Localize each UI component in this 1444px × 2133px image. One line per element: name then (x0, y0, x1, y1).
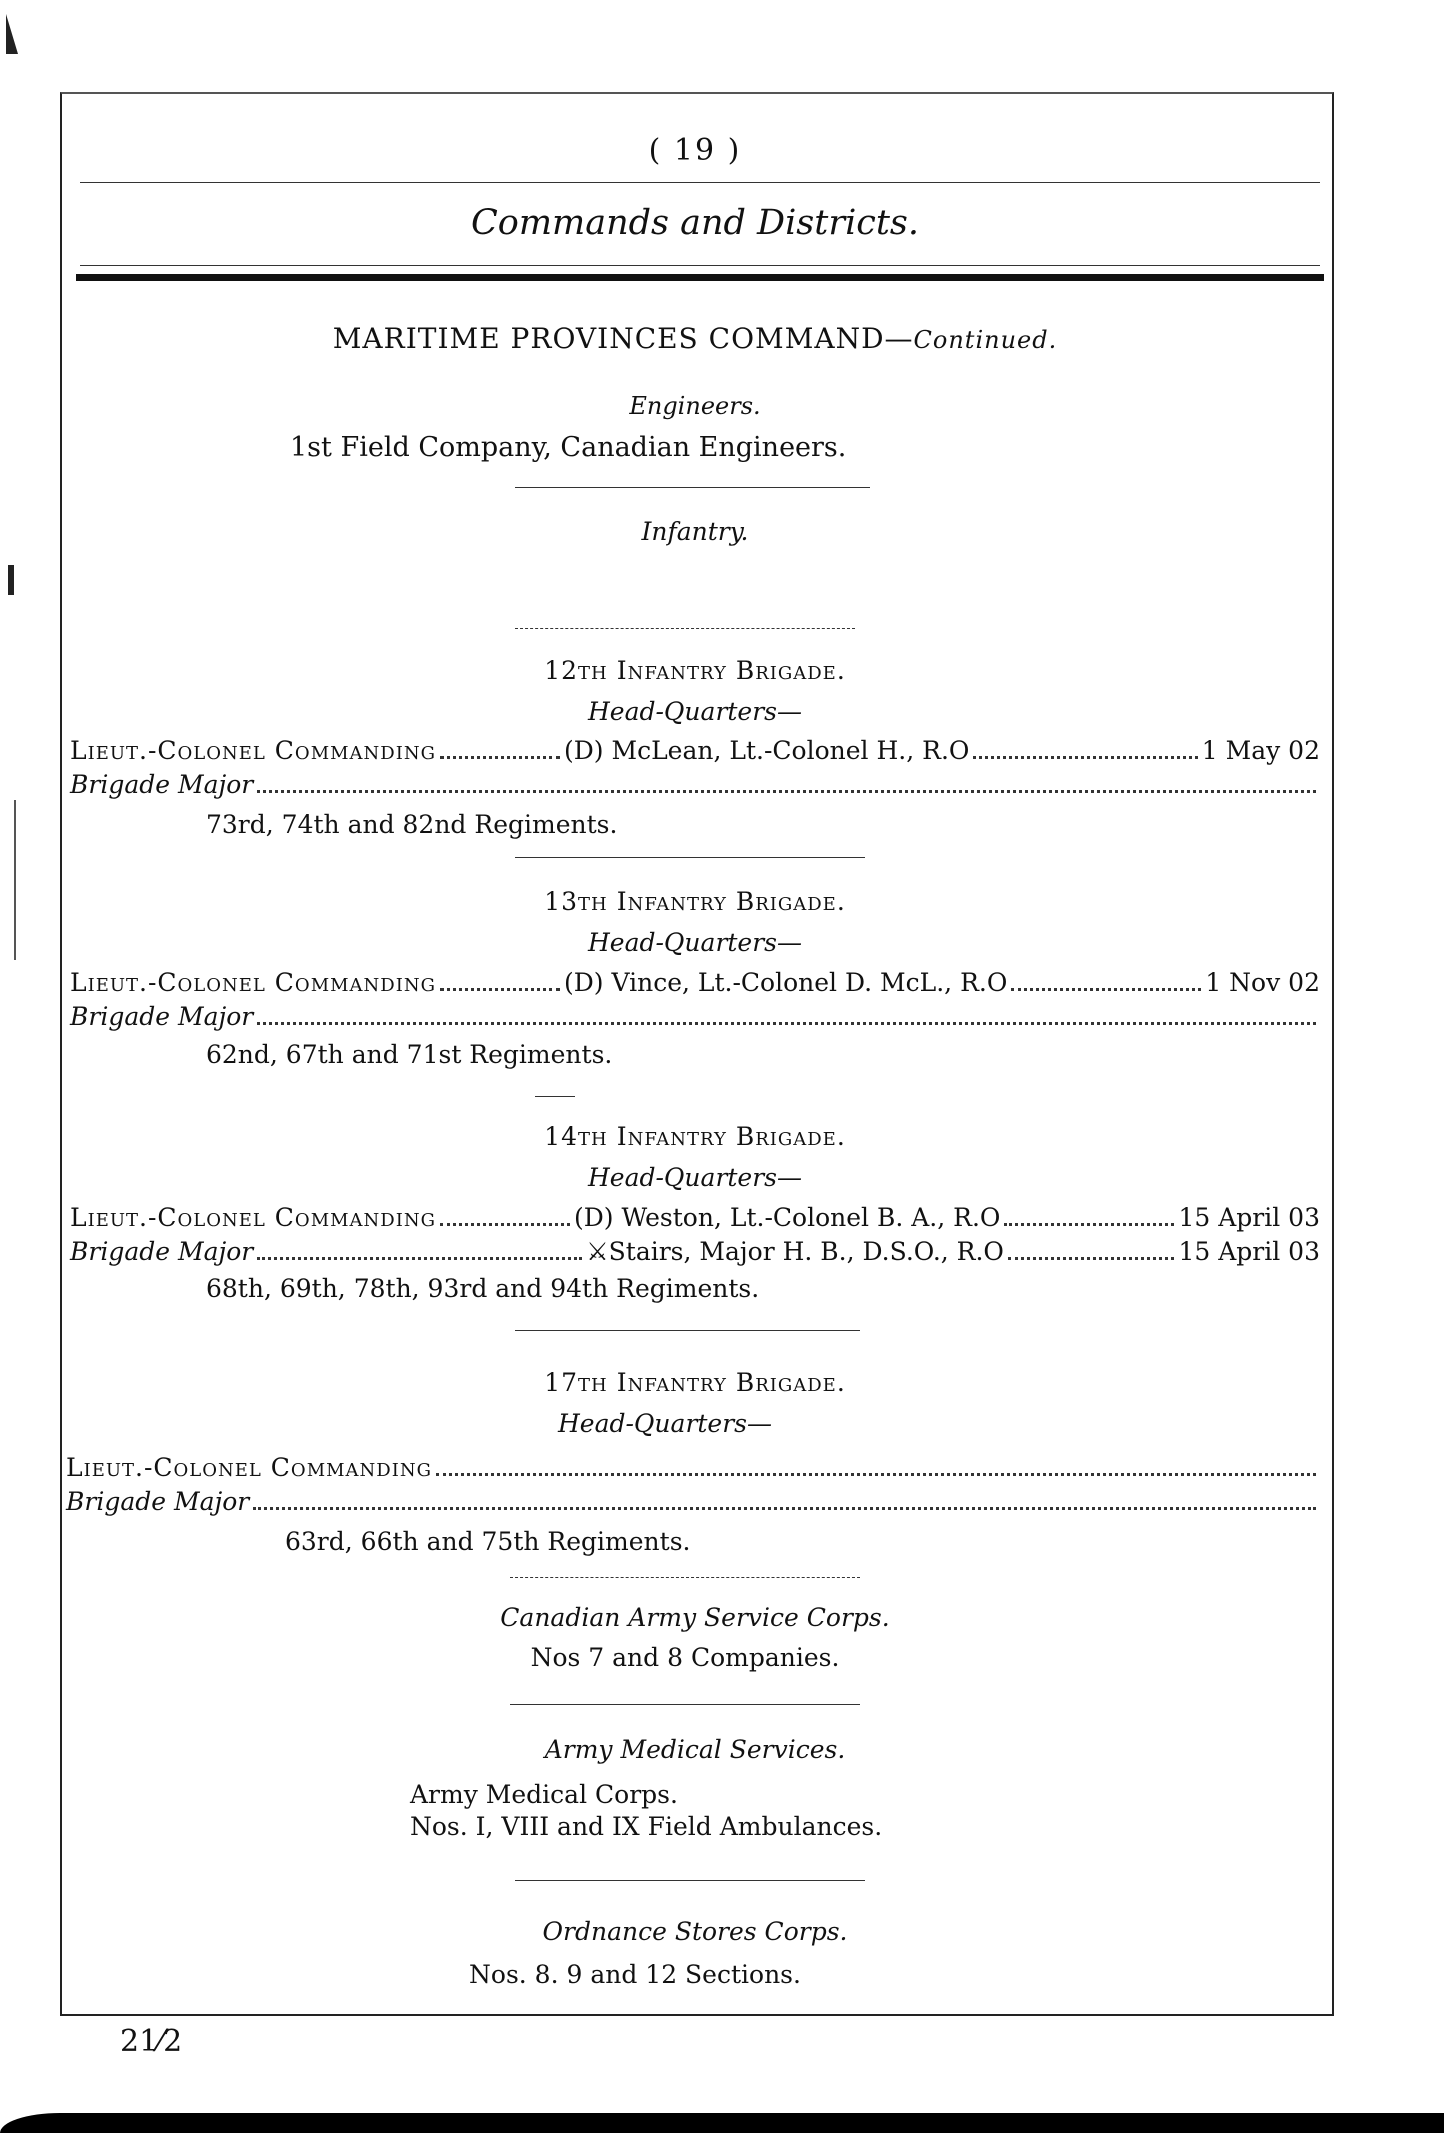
leader-dots (257, 1022, 1316, 1025)
brigade-14-bm-row (70, 1237, 1320, 1266)
bm-label: Brigade Major (66, 1487, 250, 1516)
leader-dots (253, 1507, 1316, 1510)
brigade-12-lc-row (70, 736, 1320, 765)
bm-label: Brigade Major (70, 770, 254, 799)
section-divider (515, 487, 870, 488)
section-divider (515, 1330, 860, 1331)
bm-label: Brigade Major (70, 1002, 254, 1031)
brigade-14-name: 14th Infantry Brigade. (544, 1122, 846, 1151)
lc-date: 15 April 03 (1178, 1203, 1320, 1232)
title-thick-rule (76, 274, 1324, 281)
brigade-14-regiments: 68th, 69th, 78th, 93rd and 94th Regiments. (206, 1274, 760, 1303)
brigade-13-lc-row (70, 968, 1320, 997)
lc-name: (D) Weston, Lt.-Colonel B. A., R.O (573, 1203, 1001, 1232)
osc-heading: Ordnance Stores Corps. (542, 1917, 848, 1946)
asc-unit: Nos 7 and 8 Companies. (530, 1643, 840, 1672)
leader-dots (440, 1223, 570, 1226)
section-divider (515, 1880, 865, 1881)
lc-date: 1 Nov 02 (1205, 968, 1320, 997)
leader-dots (1011, 988, 1201, 991)
header-rule (80, 182, 1320, 183)
leader-dots (1004, 1223, 1174, 1226)
lc-name: (D) McLean, Lt.-Colonel H., R.O (563, 736, 970, 765)
section-divider (510, 1577, 860, 1578)
leader-dots (257, 790, 1316, 793)
leader-dots (257, 1257, 582, 1260)
leader-dots (440, 988, 560, 991)
brigade-13-bm-row (70, 1002, 1320, 1031)
page-title: Commands and Districts. (470, 203, 920, 243)
bm-label: Brigade Major (70, 1237, 254, 1266)
title-rule (80, 265, 1320, 266)
brigade-12-regiments: 73rd, 74th and 82nd Regiments. (206, 810, 618, 839)
section-divider (515, 857, 865, 858)
lc-label: Lieut.-Colonel Commanding (70, 736, 436, 765)
leader-dots (973, 756, 1197, 759)
ams-line1: Army Medical Corps. (410, 1780, 678, 1809)
brigade-17-name: 17th Infantry Brigade. (544, 1368, 846, 1397)
section-divider (510, 1704, 860, 1705)
lc-label: Lieut.-Colonel Commanding (66, 1453, 432, 1482)
brigade-13-hq: Head-Quarters— (587, 928, 803, 957)
ams-line2: Nos. I, VIII and IX Field Ambulances. (410, 1812, 883, 1841)
leader-dots (1008, 1257, 1175, 1260)
section-divider (515, 628, 855, 629)
asc-heading: Canadian Army Service Corps. (500, 1603, 890, 1632)
brigade-17-hq: Head-Quarters— (557, 1409, 773, 1438)
lc-name: (D) Vince, Lt.-Colonel D. McL., R.O (563, 968, 1008, 997)
scan-mark (14, 800, 16, 960)
scan-mark (6, 14, 18, 54)
engineers-heading: Engineers. (629, 392, 761, 420)
brigade-12-hq: Head-Quarters— (587, 697, 803, 726)
command-heading-continued: Continued. (913, 326, 1058, 354)
brigade-12-bm-row (70, 770, 1320, 799)
command-heading (60, 322, 1330, 355)
section-divider (535, 1096, 575, 1097)
brigade-13-regiments: 62nd, 67th and 71st Regiments. (206, 1040, 613, 1069)
bm-name: ⚔Stairs, Major H. B., D.S.O., R.O (586, 1237, 1004, 1266)
osc-unit: Nos. 8. 9 and 12 Sections. (469, 1960, 801, 1989)
bm-date: 15 April 03 (1178, 1237, 1320, 1266)
leader-dots (440, 756, 560, 759)
infantry-heading: Infantry. (641, 517, 749, 546)
brigade-14-hq: Head-Quarters— (587, 1163, 803, 1192)
brigade-17-lc-row (66, 1453, 1320, 1482)
ams-heading: Army Medical Services. (544, 1735, 846, 1764)
engineers-unit: 1st Field Company, Canadian Engineers. (290, 432, 847, 463)
page-number: ( 19 ) (648, 133, 742, 168)
brigade-14-lc-row (70, 1203, 1320, 1232)
brigade-12-name: 12th Infantry Brigade. (544, 656, 846, 685)
leader-dots (436, 1473, 1316, 1476)
lc-label: Lieut.-Colonel Commanding (70, 1203, 436, 1232)
brigade-17-regiments: 63rd, 66th and 75th Regiments. (285, 1527, 691, 1556)
scan-shadow (0, 2113, 1444, 2133)
command-heading-text: MARITIME PROVINCES COMMAND— (332, 322, 914, 355)
lc-date: 1 May 02 (1201, 736, 1320, 765)
brigade-17-bm-row (66, 1487, 1320, 1516)
lc-label: Lieut.-Colonel Commanding (70, 968, 436, 997)
scan-mark (8, 565, 14, 595)
brigade-13-name: 13th Infantry Brigade. (544, 887, 846, 916)
footer-mark: 21⁄2 (120, 2024, 183, 2059)
